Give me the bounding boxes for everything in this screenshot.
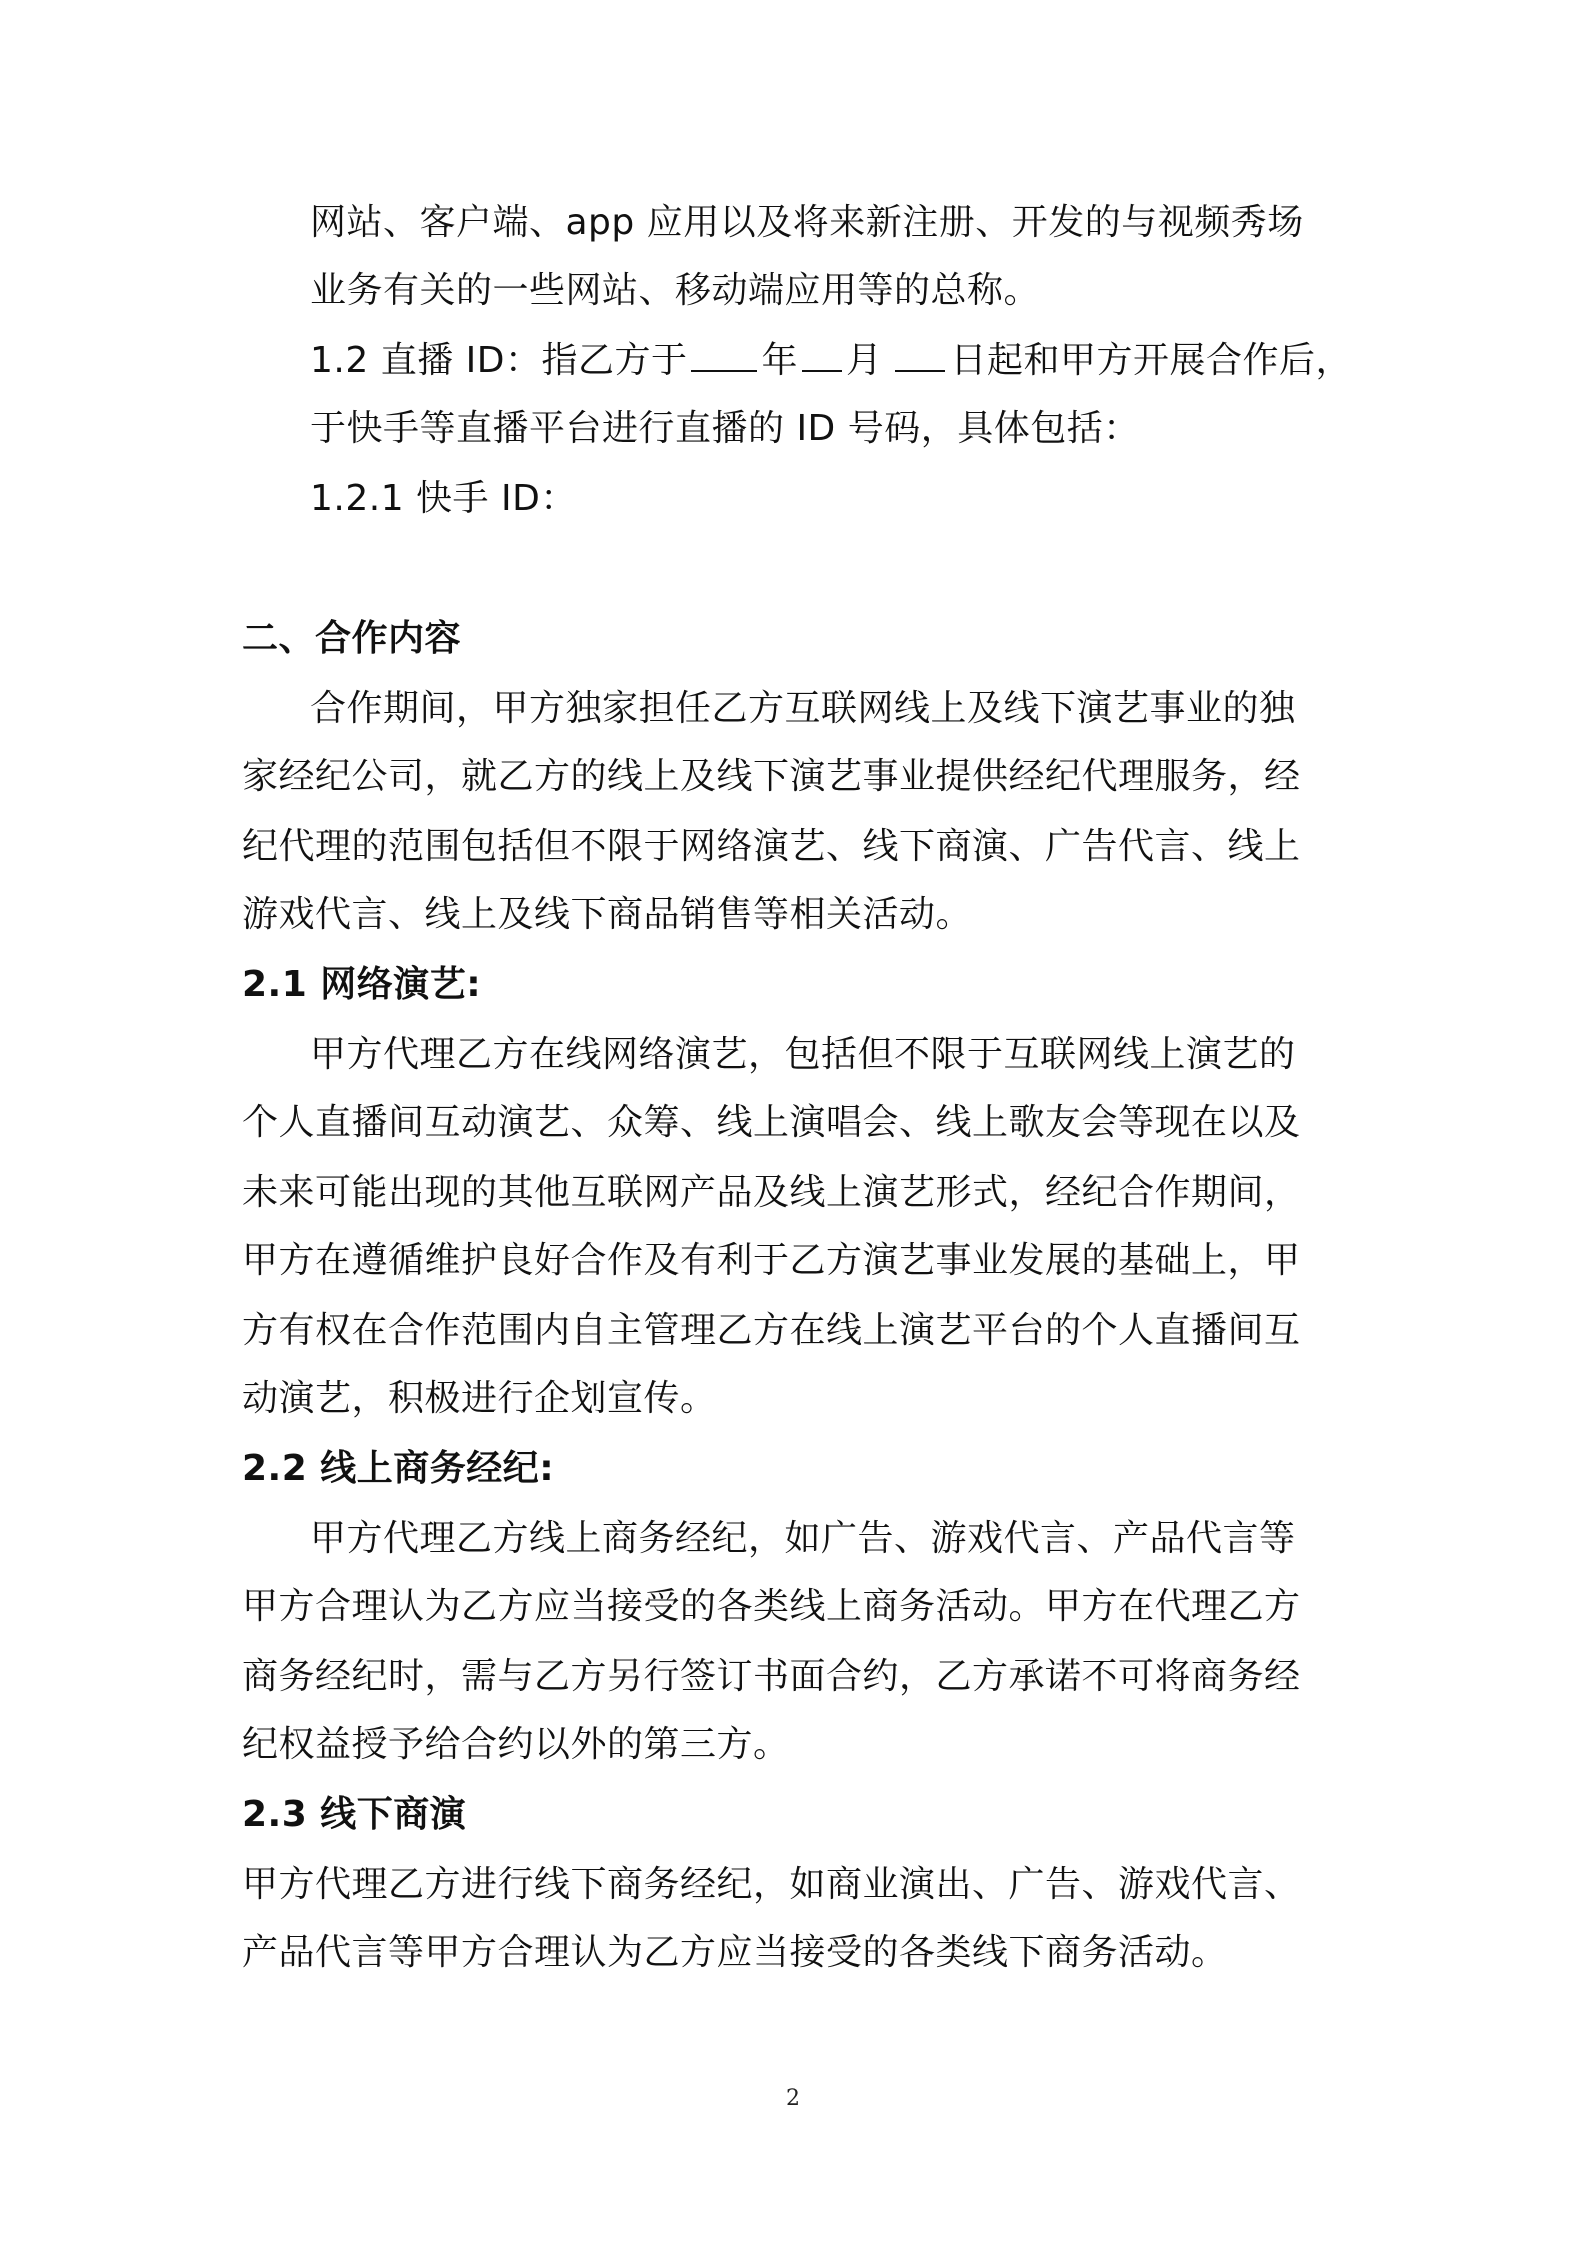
subsection-heading-2-1: 2.1 网络演艺: (242, 964, 482, 1005)
paragraph-2-2-line-1: 甲方代理乙方线上商务经纪，如广告、游戏代言、产品代言等 (310, 1518, 1296, 1559)
day-blank (895, 336, 945, 372)
intro-line-2: 家经纪公司，就乙方的线上及线下演艺事业提供经纪代理服务，经 (242, 756, 1301, 797)
paragraph-2-1-line-1: 甲方代理乙方在线网络演艺，包括但不限于互联网线上演艺的 (310, 1034, 1296, 1075)
live-id-year: 年 (761, 340, 798, 381)
live-id-clause (310, 336, 1352, 386)
intro-line-1: 合作期间，甲方独家担任乙方互联网线上及线下演艺事业的独 (310, 688, 1296, 729)
live-id-line-2: 于快手等直播平台进行直播的 ID 号码，具体包括： (310, 408, 1140, 449)
subsection-heading-2-3: 2.3 线下商演 (242, 1794, 467, 1835)
definition-line-2: 业务有关的一些网站、移动端应用等的总称。 (310, 270, 1041, 311)
section-heading: 二、合作内容 (242, 618, 462, 659)
month-blank (802, 336, 842, 372)
definition-line-1: 网站、客户端、app 应用以及将来新注册、开发的与视频秀场 (310, 202, 1304, 243)
paragraph-2-2-line-2: 甲方合理认为乙方应当接受的各类线上商务活动。甲方在代理乙方 (242, 1586, 1301, 1627)
paragraph-2-1-line-6: 动演艺，积极进行企划宣传。 (242, 1378, 717, 1419)
paragraph-2-2-line-3: 商务经纪时，需与乙方另行签订书面合约，乙方承诺不可将商务经 (242, 1656, 1301, 1697)
live-id-suffix: 日起和甲方开展合作后， (950, 340, 1353, 381)
paragraph-2-1-line-2: 个人直播间互动演艺、众筹、线上演唱会、线上歌友会等现在以及 (242, 1102, 1301, 1143)
kuaishou-id: 1.2.1 快手 ID： (310, 478, 577, 519)
page-number: 2 (786, 2086, 800, 2111)
paragraph-2-3-line-1: 甲方代理乙方进行线下商务经纪，如商业演出、广告、游戏代言、 (242, 1864, 1301, 1905)
subsection-heading-2-2: 2.2 线上商务经纪: (242, 1448, 555, 1489)
live-id-prefix: 1.2 直播 ID：指乙方于 (310, 340, 688, 381)
year-blank (691, 336, 757, 372)
live-id-month: 月 (846, 340, 883, 381)
paragraph-2-2-line-4: 纪权益授予给合约以外的第三方。 (242, 1724, 790, 1765)
intro-line-3: 纪代理的范围包括但不限于网络演艺、线下商演、广告代言、线上 (242, 826, 1301, 867)
paragraph-2-3-line-2: 产品代言等甲方合理认为乙方应当接受的各类线下商务活动。 (242, 1932, 1228, 1973)
intro-line-4: 游戏代言、线上及线下商品销售等相关活动。 (242, 894, 973, 935)
paragraph-2-1-line-3: 未来可能出现的其他互联网产品及线上演艺形式，经纪合作期间， (242, 1172, 1301, 1213)
paragraph-2-1-line-5: 方有权在合作范围内自主管理乙方在线上演艺平台的个人直播间互 (242, 1310, 1301, 1351)
paragraph-2-1-line-4: 甲方在遵循维护良好合作及有利于乙方演艺事业发展的基础上，甲 (242, 1240, 1301, 1281)
